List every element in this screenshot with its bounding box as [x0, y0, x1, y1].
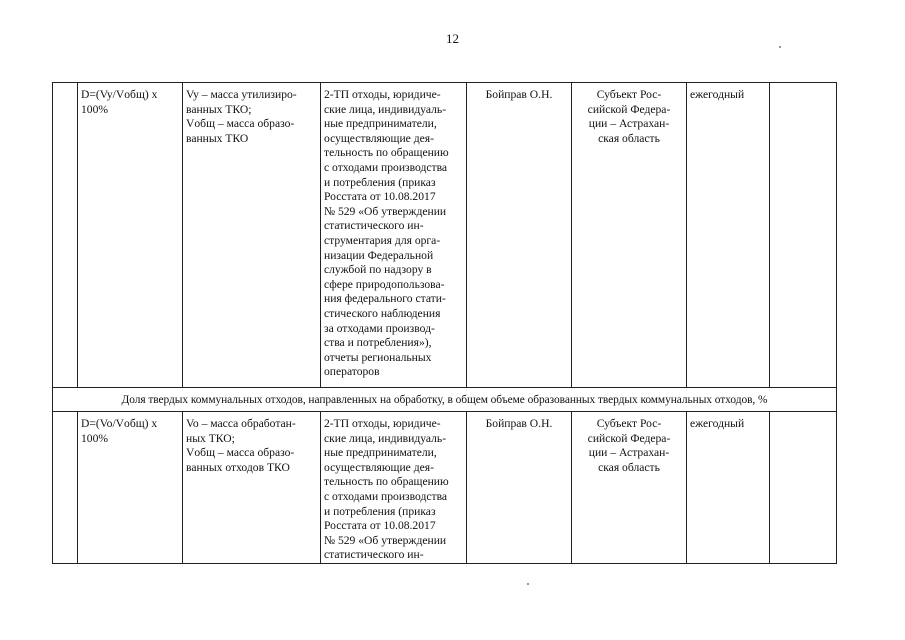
scan-speck — [527, 583, 529, 585]
source-cell: 2-ТП отходы, юридиче- ские лица, индивидуаль- ные предприниматели, осуществляющие дея- тельность по обращению с отходами производства и потребления (приказ Росстата от 10.08.2017 № 529 «Об утверждении статистического ин- — [321, 412, 467, 564]
periodicity-cell: ежегодный — [687, 83, 770, 388]
scan-speck — [779, 46, 781, 48]
definition-cell: Vo – масса обработан- ных ТКО; Vобщ – масса образо- ванных отходов ТКО — [183, 412, 321, 564]
source-cell: 2-ТП отходы, юридиче- ские лица, индивидуаль- ные предприниматели, осуществляющие дея- тельность по обращению с отходами производства и потребления (приказ Росстата от 10.08.2017 № 529 «Об утверждении статистического ин- струментария для орга- низации Федеральной службой по надзору в сфере природопользова- ния федерального стати- стического наблюдения за отходами производ- ства и потребления»), отчеты региональных операторов — [321, 83, 467, 388]
section-title: Доля твердых коммунальных отходов, направленных на обработку, в общем объеме образованных твердых коммунальных отходов, % — [53, 388, 837, 412]
page-number: 12 — [446, 31, 459, 46]
subject-cell: Субъект Рос- сийской Федера- ции – Астрахан- ская область — [572, 83, 687, 388]
formula-cell: D=(Vo/Vобщ) х 100% — [78, 412, 183, 564]
subject-cell: Субъект Рос- сийской Федера- ции – Астрахан- ская область — [572, 412, 687, 564]
indicator-table — [52, 82, 837, 564]
responsible-cell: Бойправ О.Н. — [467, 412, 572, 564]
row-number-cell — [53, 412, 78, 564]
responsible-cell: Бойправ О.Н. — [467, 83, 572, 388]
section-row — [53, 388, 837, 412]
table-row — [53, 83, 837, 388]
extra-cell — [770, 412, 837, 564]
formula-cell: D=(Vy/Vобщ) х 100% — [78, 83, 183, 388]
definition-cell: Vy – масса утилизиро- ванных ТКО; Vобщ – масса образо- ванных ТКО — [183, 83, 321, 388]
periodicity-cell: ежегодный — [687, 412, 770, 564]
row-number-cell — [53, 83, 78, 388]
table-row — [53, 412, 837, 564]
extra-cell — [770, 83, 837, 388]
